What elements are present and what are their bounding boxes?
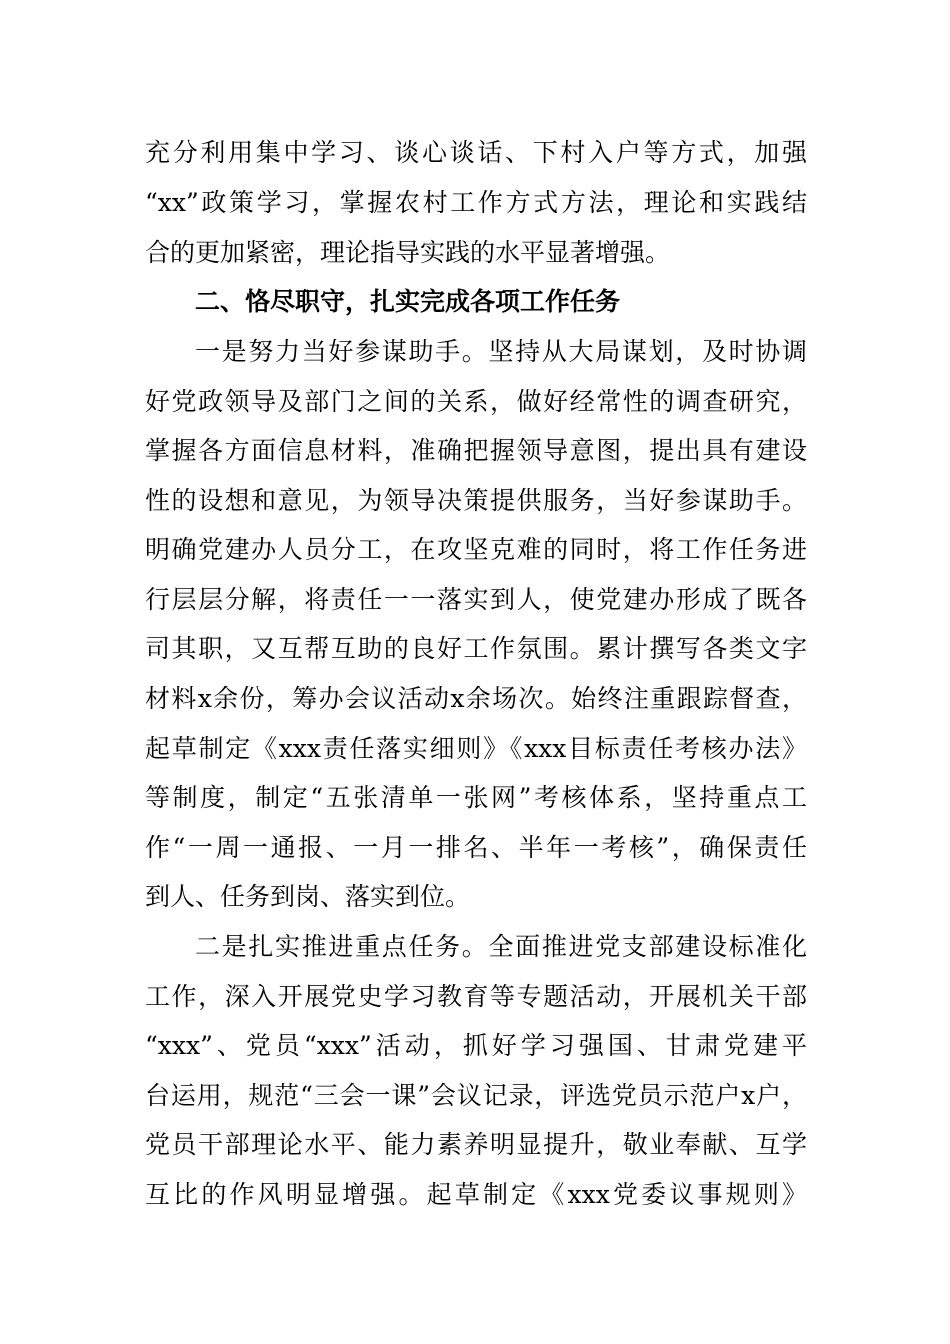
body-text-line: 等制度，制定“五张清单一张网”考核体系，坚持重点工 [145,783,807,812]
body-text-line: 好党政领导及部门之间的关系，做好经常性的调查研究， [145,387,807,416]
body-text-line: 材料x余份，筹办会议活动x余场次。始终注重跟踪督查， [145,684,807,713]
body-text-line: “xx”政策学习，掌握农村工作方式方法，理论和实践结 [145,188,807,217]
body-text-line: 司其职，又互帮互助的良好工作氛围。累计撰写各类文字 [145,634,807,663]
section-heading: 二、恪尽职守，扎实完成各项工作任务 [195,287,621,316]
body-text-line: 合的更加紧密，理论指导实践的水平显著增强。 [145,238,671,267]
body-text-line: 充分利用集中学习、谈心谈话、下村入户等方式，加强 [145,138,807,167]
body-text-line: 二是扎实推进重点任务。全面推进党支部建设标准化 [195,932,807,961]
body-text-line: 掌握各方面信息材料，准确把握领导意图，提出具有建设 [145,436,807,465]
body-text-line: “xxx”、党员“xxx”活动，抓好学习强国、甘肃党建平 [145,1031,807,1060]
body-text-line: 性的设想和意见，为领导决策提供服务，当好参谋助手。 [145,486,807,515]
body-text-line: 行层层分解，将责任一一落实到人，使党建办形成了既各 [145,585,807,614]
body-text-line: 台运用，规范“三会一课”会议记录，评选党员示范户x户， [145,1081,807,1110]
body-text-line: 明确党建办人员分工，在攻坚克难的同时，将工作任务进 [145,535,807,564]
body-text-line: 作“一周一通报、一月一排名、半年一考核”，确保责任 [145,833,807,862]
body-text-line: 党员干部理论水平、能力素养明显提升，敬业奉献、互学 [145,1130,807,1159]
body-text-line: 一是努力当好参谋助手。坚持从大局谋划，及时协调 [195,337,807,366]
body-text-line: 工作，深入开展党史学习教育等专题活动，开展机关干部 [145,982,807,1011]
body-text-line: 互比的作风明显增强。起草制定《xxx党委议事规则》 [145,1180,807,1209]
body-text-line: 到人、任务到岗、落实到位。 [145,882,471,911]
body-text-line: 起草制定《xxx责任落实细则》《xxx目标责任考核办法》 [145,734,807,763]
